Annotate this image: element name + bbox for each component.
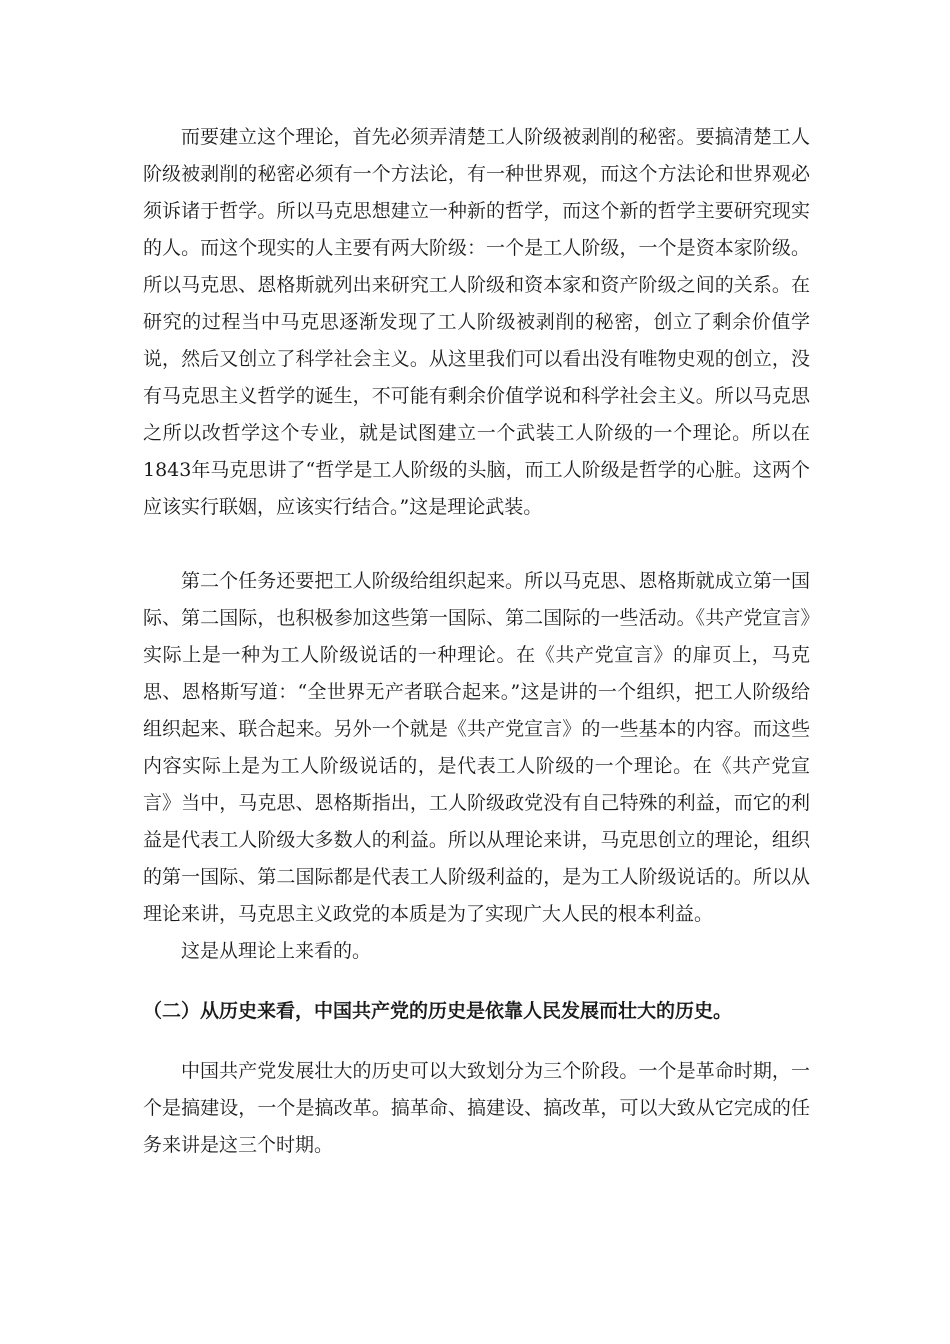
paragraph-theory-foundation: 而要建立这个理论，首先必须弄清楚工人阶级被剥削的秘密。要搞清楚工人阶级被剥削的秘密必须有一个方法论，有一种世界观，而这个方法论和世界观必须诉诸于哲学。所以马克思想建立一种新的哲学，而这个新的哲学主要研究现实的人。而这个现实的人主要有两大阶级：一个是工人阶级，一个是资本家阶级。所以马克思、恩格斯就列出来研究工人阶级和资本家和资产阶级之间的关系。在研究的过程当中马克思逐渐发现了工人阶级被剥削的秘密，创立了剩余价值学说，然后又创立了科学社会主义。从这里我们可以看出没有唯物史观的创立，没有马克思主义哲学的诞生，不可能有剩余价值学说和科学社会主义。所以马克思之所以改哲学这个专业，就是试图建立一个武装工人阶级的一个理论。所以在1843年马克思讲了“哲学是工人阶级的头脑，而工人阶级是哲学的心脏。这两个应该实行联姻，应该实行结合。”这是理论武装。 (143, 126, 810, 518)
paragraph-spacer (143, 970, 810, 993)
paragraph-theory-summary: 这是从理论上来看的。 (181, 940, 372, 962)
paragraph-organize-working-class: 第二个任务还要把工人阶级给组织起来。所以马克思、恩格斯就成立第一国际、第二国际，也积极参加这些第一国际、第二国际的一些活动。《共产党宣言》实际上是一种为工人阶级说话的一种理论。在《共产党宣言》的扉页上，马克思、恩格斯写道：“全世界无产者联合起来。”这是讲的一个组织，把工人阶级给组织起来、联合起来。另外一个就是《共产党宣言》的一些基本的内容。而这些内容实际上是为工人阶级说话的，是代表工人阶级的一个理论。在《共产党宣言》当中，马克思、恩格斯指出，工人阶级政党没有自己特殊的利益，而它的利益是代表工人阶级大多数人的利益。所以从理论来讲，马克思创立的理论，组织的第一国际、第二国际都是代表工人阶级利益的，是为工人阶级说话的。所以从理论来讲，马克思主义政党的本质是为了实现广大人民的根本利益。 (143, 570, 810, 925)
section-heading: （二）从历史来看，中国共产党的历史是依靠人民发展而壮大的历史。 (143, 1000, 733, 1022)
paragraph-history-stages: 中国共产党发展壮大的历史可以大致划分为三个阶段。一个是革命时期，一个是搞建设，一个是搞改革。搞革命、搞建设、搞改革，可以大致从它完成的任务来讲是这三个时期。 (143, 1060, 810, 1156)
paragraph-spacer (143, 526, 810, 563)
paragraph-spacer (143, 1030, 810, 1053)
document-body (143, 119, 810, 1164)
